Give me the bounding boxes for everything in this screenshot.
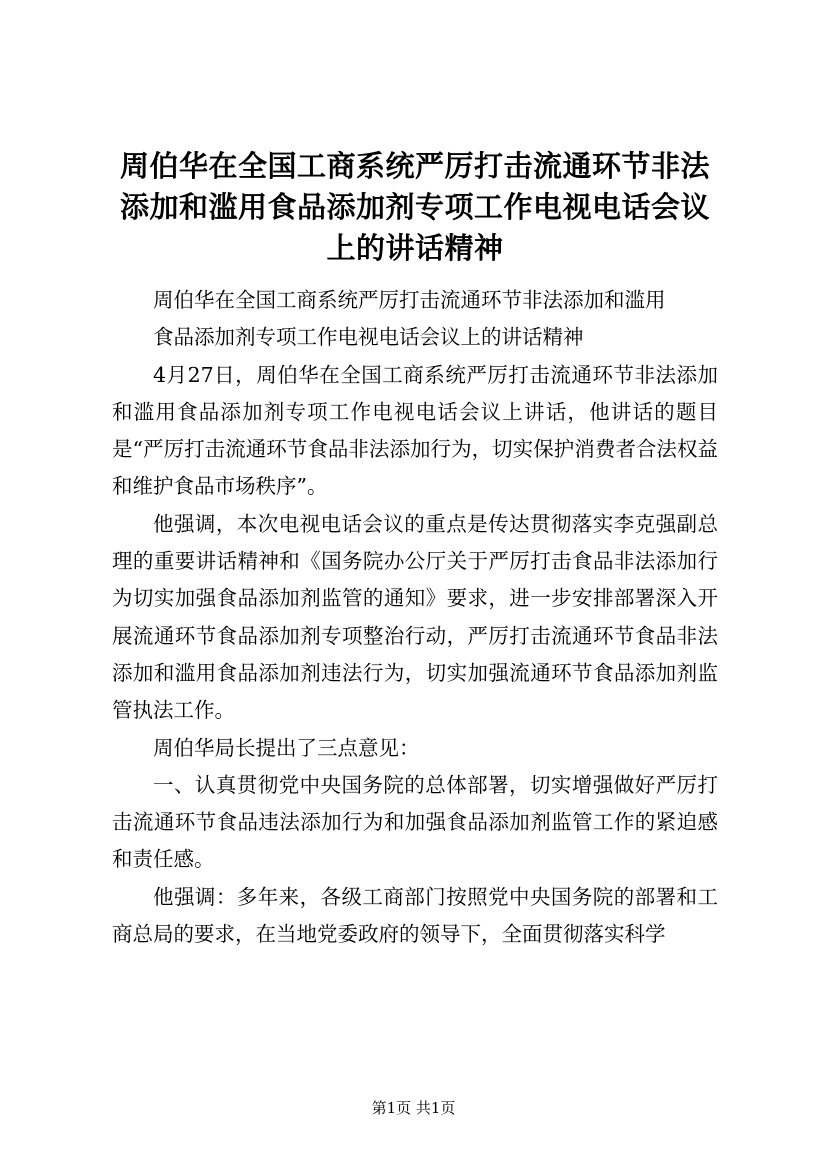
subtitle-line-1: 周伯华在全国工商系统严厉打击流通环节非法添加和滥用 [153, 288, 666, 312]
paragraph-4: 一、认真贯彻党中央国务院的总体部署，切实增强做好严厉打击流通环节食品违法添加行为和加强食品添加剂监管工作的紧迫感和责任感。 [112, 772, 718, 872]
title-line-1: 周伯华在全国工商系统严厉打击流通环节非法 [119, 149, 710, 183]
document-title [100, 146, 730, 269]
page-footer [0, 1098, 827, 1118]
page-number: 第1页 共1页 [371, 1099, 456, 1117]
paragraph-5: 他强调：多年来，各级工商部门按照党中央国务院的部署和工商总局的要求，在当地党委政府的领导下，全面贯彻落实科学 [112, 884, 718, 947]
subtitle-line-2: 食品添加剂专项工作电视电话会议上的讲话精神 [153, 325, 584, 350]
document-body [112, 282, 718, 953]
paragraph-3: 周伯华局长提出了三点意见： [153, 735, 420, 760]
paragraph-2: 他强调，本次电视电话会议的重点是传达贯彻落实李克强副总理的重要讲话精神和《国务院办公厅关于严厉打击食品非法添加行为切实加强食品添加剂监管的通知》要求，进一步安排部署深入开展流通环节食品添加剂专项整治行动，严厉打击流通环节食品非法添加和滥用食品添加剂违法行为，切实加强流通环节食品添加剂监管执法工作。 [112, 511, 718, 723]
paragraph-1: 4月27日，周伯华在全国工商系统严厉打击流通环节非法添加和滥用食品添加剂专项工作电视电话会议上讲话，他讲话的题目是“严厉打击流通环节食品非法添加行为，切实保护消费者合法权益和维护食品市场秩序”。 [112, 362, 718, 499]
title-line-3: 上的讲话精神 [326, 231, 504, 265]
title-line-2: 添加和滥用食品添加剂专项工作电视电话会议 [119, 190, 710, 224]
